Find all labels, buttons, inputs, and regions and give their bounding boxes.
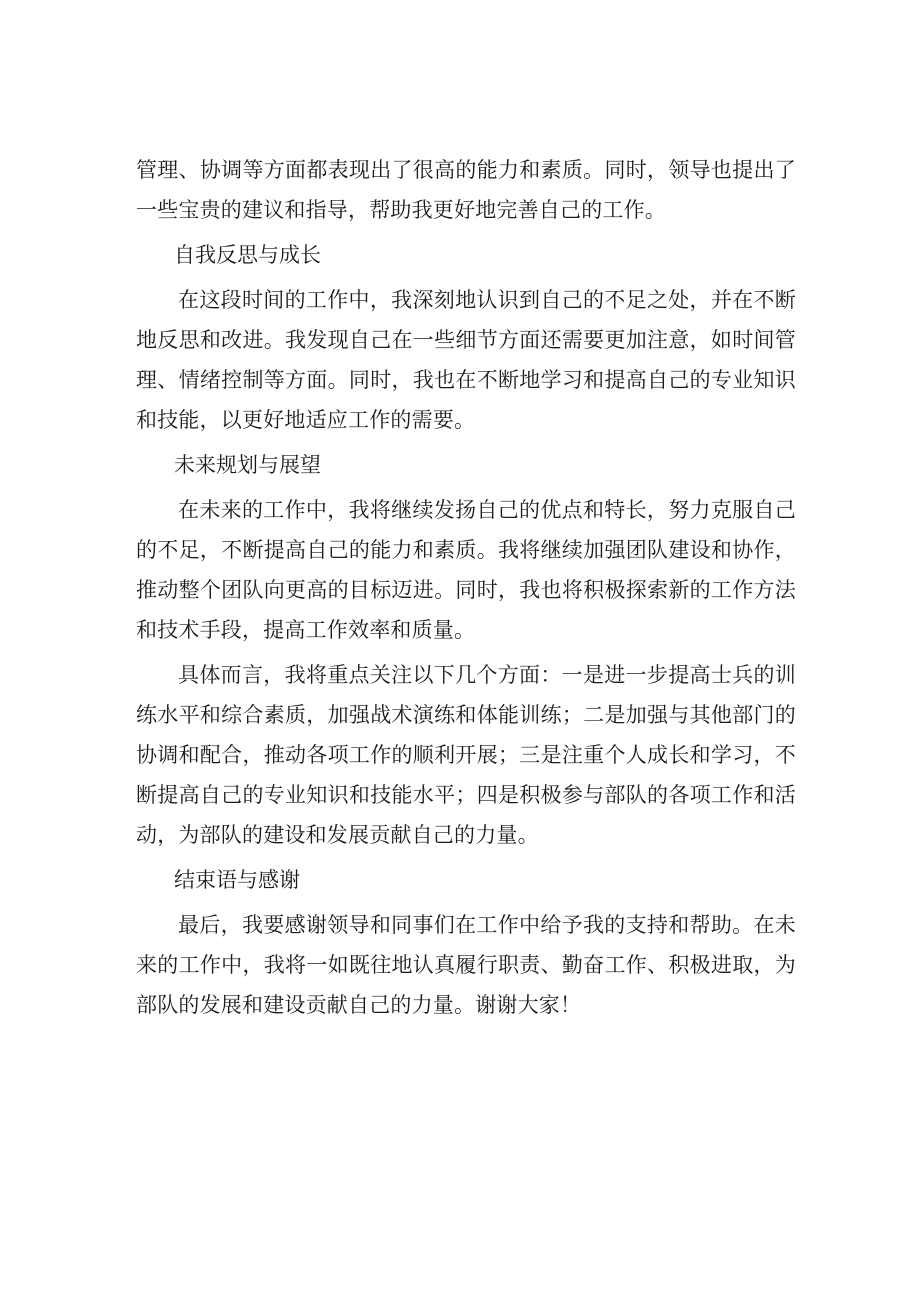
paragraph-intro-continued: 管理、协调等方面都表现出了很高的能力和素质。同时，领导也提出了一些宝贵的建议和指导，帮助我更好地完善自己的工作。: [136, 158, 796, 222]
paragraph-specific: 具体而言，我将重点关注以下几个方面：一是进一步提高士兵的训练水平和综合素质，加强战术演练和体能训练；二是加强与其他部门的协调和配合，推动各项工作的顺利开展；三是注重个人成长和学习，不断提高自己的专业知识和技能水平；四是积极参与部队的各项工作和活动，为部队的建设和发展贡献自己的力量。: [136, 663, 796, 847]
heading-reflection: 自我反思与成长: [174, 243, 321, 267]
document-page: [136, 150, 796, 1025]
heading-conclusion: 结束语与感谢: [174, 868, 300, 892]
heading-future: 未来规划与展望: [174, 453, 321, 477]
paragraph-conclusion: 最后，我要感谢领导和同事们在工作中给予我的支持和帮助。在未来的工作中，我将一如既往地认真履行职责、勤奋工作、积极进取，为部队的发展和建设贡献自己的力量。谢谢大家！: [136, 913, 796, 1017]
paragraph-reflection: 在这段时间的工作中，我深刻地认识到自己的不足之处，并在不断地反思和改进。我发现自己在一些细节方面还需要更加注意，如时间管理、情绪控制等方面。同时，我也在不断地学习和提高自己的专业知识和技能，以更好地适应工作的需要。: [136, 288, 796, 432]
paragraph-future: 在未来的工作中，我将继续发扬自己的优点和特长，努力克服自己的不足，不断提高自己的能力和素质。我将继续加强团队建设和协作，推动整个团队向更高的目标迈进。同时，我也将积极探索新的工作方法和技术手段，提高工作效率和质量。: [136, 498, 796, 642]
